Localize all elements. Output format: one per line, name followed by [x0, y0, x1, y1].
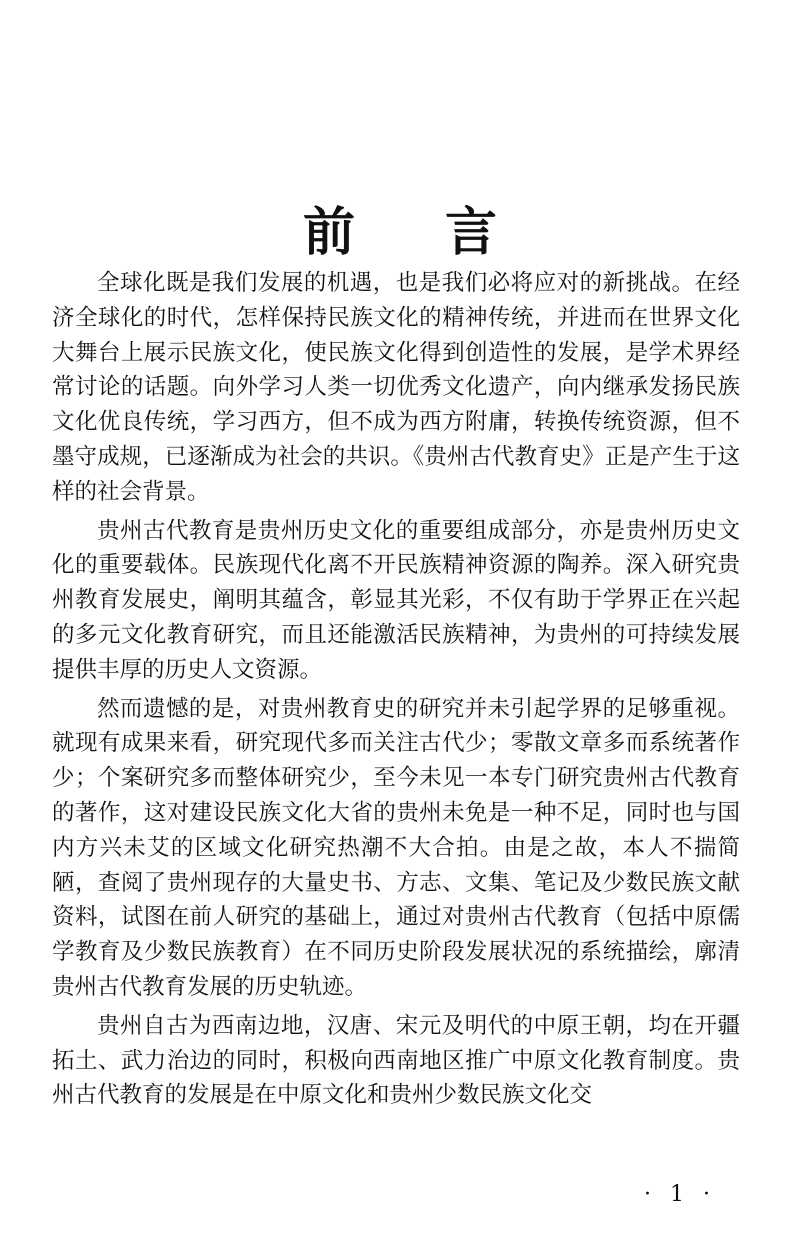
paragraph-4: 贵州自古为西南边地，汉唐、宋元及明代的中原王朝，均在开疆拓土、武力治边的同时，积极向西南地区推广中原文化教育制度。贵州古代教育的发展是在中原文化和贵州少数民族文化交	[52, 1012, 740, 1109]
page-title: 前言	[302, 202, 587, 263]
body-text	[52, 266, 740, 1117]
page-number: · 1 ·	[644, 1182, 716, 1207]
paragraph-1: 全球化既是我们发展的机遇，也是我们必将应对的新挑战。在经济全球化的时代，怎样保持民族文化的精神传统，并进而在世界文化大舞台上展示民族文化，使民族文化得到创造性的发展，是学术界经常讨论的话题。向外学习人类一切优秀文化遗产，向内继承发扬民族文化优良传统，学习西方，但不成为西方附庸，转换传统资源，但不墨守成规，已逐渐成为社会的共识。《贵州古代教育史》正是产生于这样的社会背景。	[52, 270, 740, 505]
paragraph-2: 贵州古代教育是贵州历史文化的重要组成部分，亦是贵州历史文化的重要载体。民族现代化离不开民族精神资源的陶养。深入研究贵州教育发展史，阐明其蕴含，彰显其光彩，不仅有助于学界正在兴起的多元文化教育研究，而且还能激活民族精神，为贵州的可持续发展提供丰厚的历史人文资源。	[52, 517, 740, 683]
paragraph-3: 然而遗憾的是，对贵州教育史的研究并未引起学界的足够重视。就现有成果来看，研究现代多而关注古代少；零散文章多而系统著作少；个案研究多而整体研究少，至今未见一本专门研究贵州古代教育的著作，这对建设民族文化大省的贵州未免是一种不足，同时也与国内方兴未艾的区域文化研究热潮不大合拍。由是之故，本人不揣简陋，查阅了贵州现存的大量史书、方志、文集、笔记及少数民族文献资料，试图在前人研究的基础上，通过对贵州古代教育（包括中原儒学教育及少数民族教育）在不同历史阶段发展状况的系统描绘，廓清贵州古代教育发展的历史轨迹。	[52, 695, 740, 1000]
